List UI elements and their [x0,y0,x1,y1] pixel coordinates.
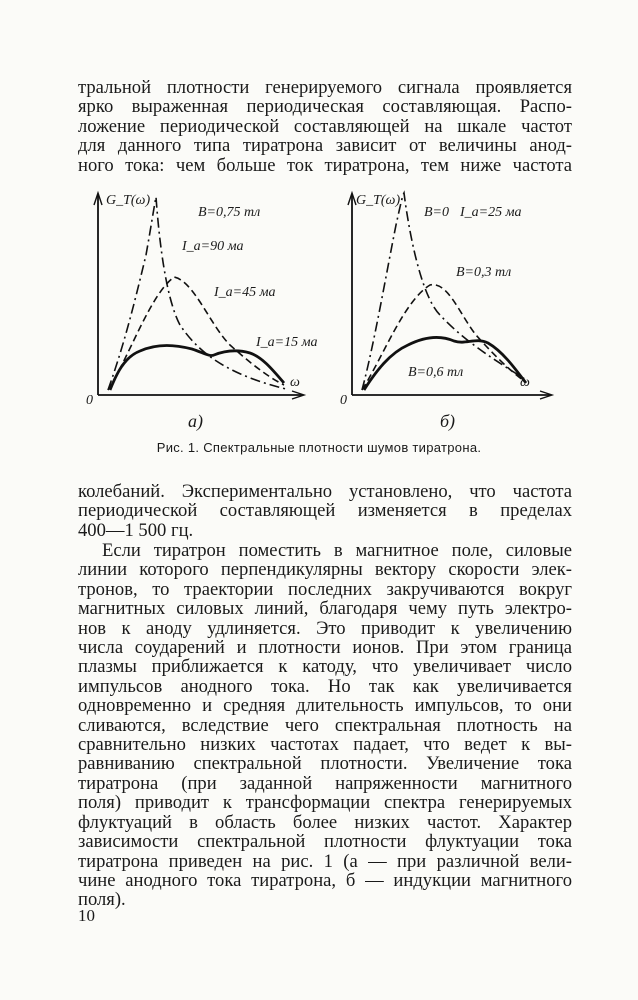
text-line: одновременно и средняя длительность импульсов, то они [78,695,572,717]
origin-label: 0 [86,393,93,408]
text-line: нов к аноду удлиняется. Это приводит к увеличению [78,617,572,639]
paragraph-top [78,78,572,175]
text-line: тронов, то траектории последних закручиваются вокруг [78,578,572,600]
text-line: сливаются, вследствие чего спектральная плотность на [78,714,572,736]
panel-label-b: б) [440,411,456,431]
axis-x-label: ω [290,375,300,390]
axis-y-label: G_T(ω) [356,193,401,208]
curve-label-ia-45: I_a=45 ма [214,285,276,300]
text-line: чине анодного тока тиратрона, б — индукции магнитного [78,869,572,891]
axis-x-label: ω [520,375,530,390]
text-line: флуктуаций в область более низких частот. Характер [78,811,572,833]
text-line: поля). [78,889,126,911]
panel-a-labels [0,185,638,435]
text-line: для данного типа тиратрона зависит от величины анод- [78,135,572,157]
text-line: периодической составляющей изменяется в пределах [78,500,572,522]
curve-label-b-03: B=0,3 тл [456,265,512,280]
text-line: равниванию спектральной плотности. Увеличение тока [78,753,572,775]
text-line: ложение периодической составляющей на шкале частот [78,115,572,137]
text-line: колебаний. Экспериментально установлено, что частота [78,481,572,502]
text-line: линии которого перпендикулярны вектору скорости элек- [78,559,572,581]
text-line: ного тока: чем больше ток тиратрона, тем ниже частота [78,154,572,176]
curve-label-ia-90: I_a=90 ма [182,239,244,254]
text-line: магнитных силовых линий, благодаря чему путь электро- [78,598,572,620]
text-line: сравнительно низких частотах падает, что ведет к вы- [78,734,572,756]
current-label: I_a=25 ма [460,205,522,220]
text-line: тиратрона (при заданной напряженности магнитного [78,772,572,794]
text-line: числа соударений и плотности ионов. При этом граница [78,637,572,659]
text-line: тральной плотности генерируемого сигнала проявляется [78,77,572,98]
text-line: зависимости спектральной плотности флуктуации тока [78,831,572,853]
text-line: ярко выраженная периодическая составляющая. Распо- [78,96,572,118]
panel-label-a: а) [188,411,203,431]
curve-label-b-06: B=0,6 тл [408,365,464,380]
text-line: Если тиратрон поместить в магнитное поле, силовые [102,540,572,561]
curve-label-b-0: B=0 [424,205,449,220]
origin-label: 0 [340,393,347,408]
paragraph-mid [78,482,572,540]
text-line: тиратрона приведен на рис. 1 (а — при различной вели- [78,850,572,872]
text-line: 400—1 500 гц. [78,519,194,541]
field-label: B=0,75 тл [198,205,261,220]
paragraph-main [78,541,572,910]
text-line: импульсов анодного тока. Но так как увеличивается [78,675,572,697]
text-line: поля) приводит к трансформации спектра генерируемых [78,792,572,814]
text-line: плазмы приближается к катоду, что увеличивает число [78,656,572,678]
figure-caption: Рис. 1. Спектральные плотности шумов тиратрона. [156,440,482,455]
page-number: 10 [78,906,95,925]
axis-y-label: G_T(ω) [106,193,151,208]
curve-label-ia-15: I_a=15 ма [256,335,318,350]
